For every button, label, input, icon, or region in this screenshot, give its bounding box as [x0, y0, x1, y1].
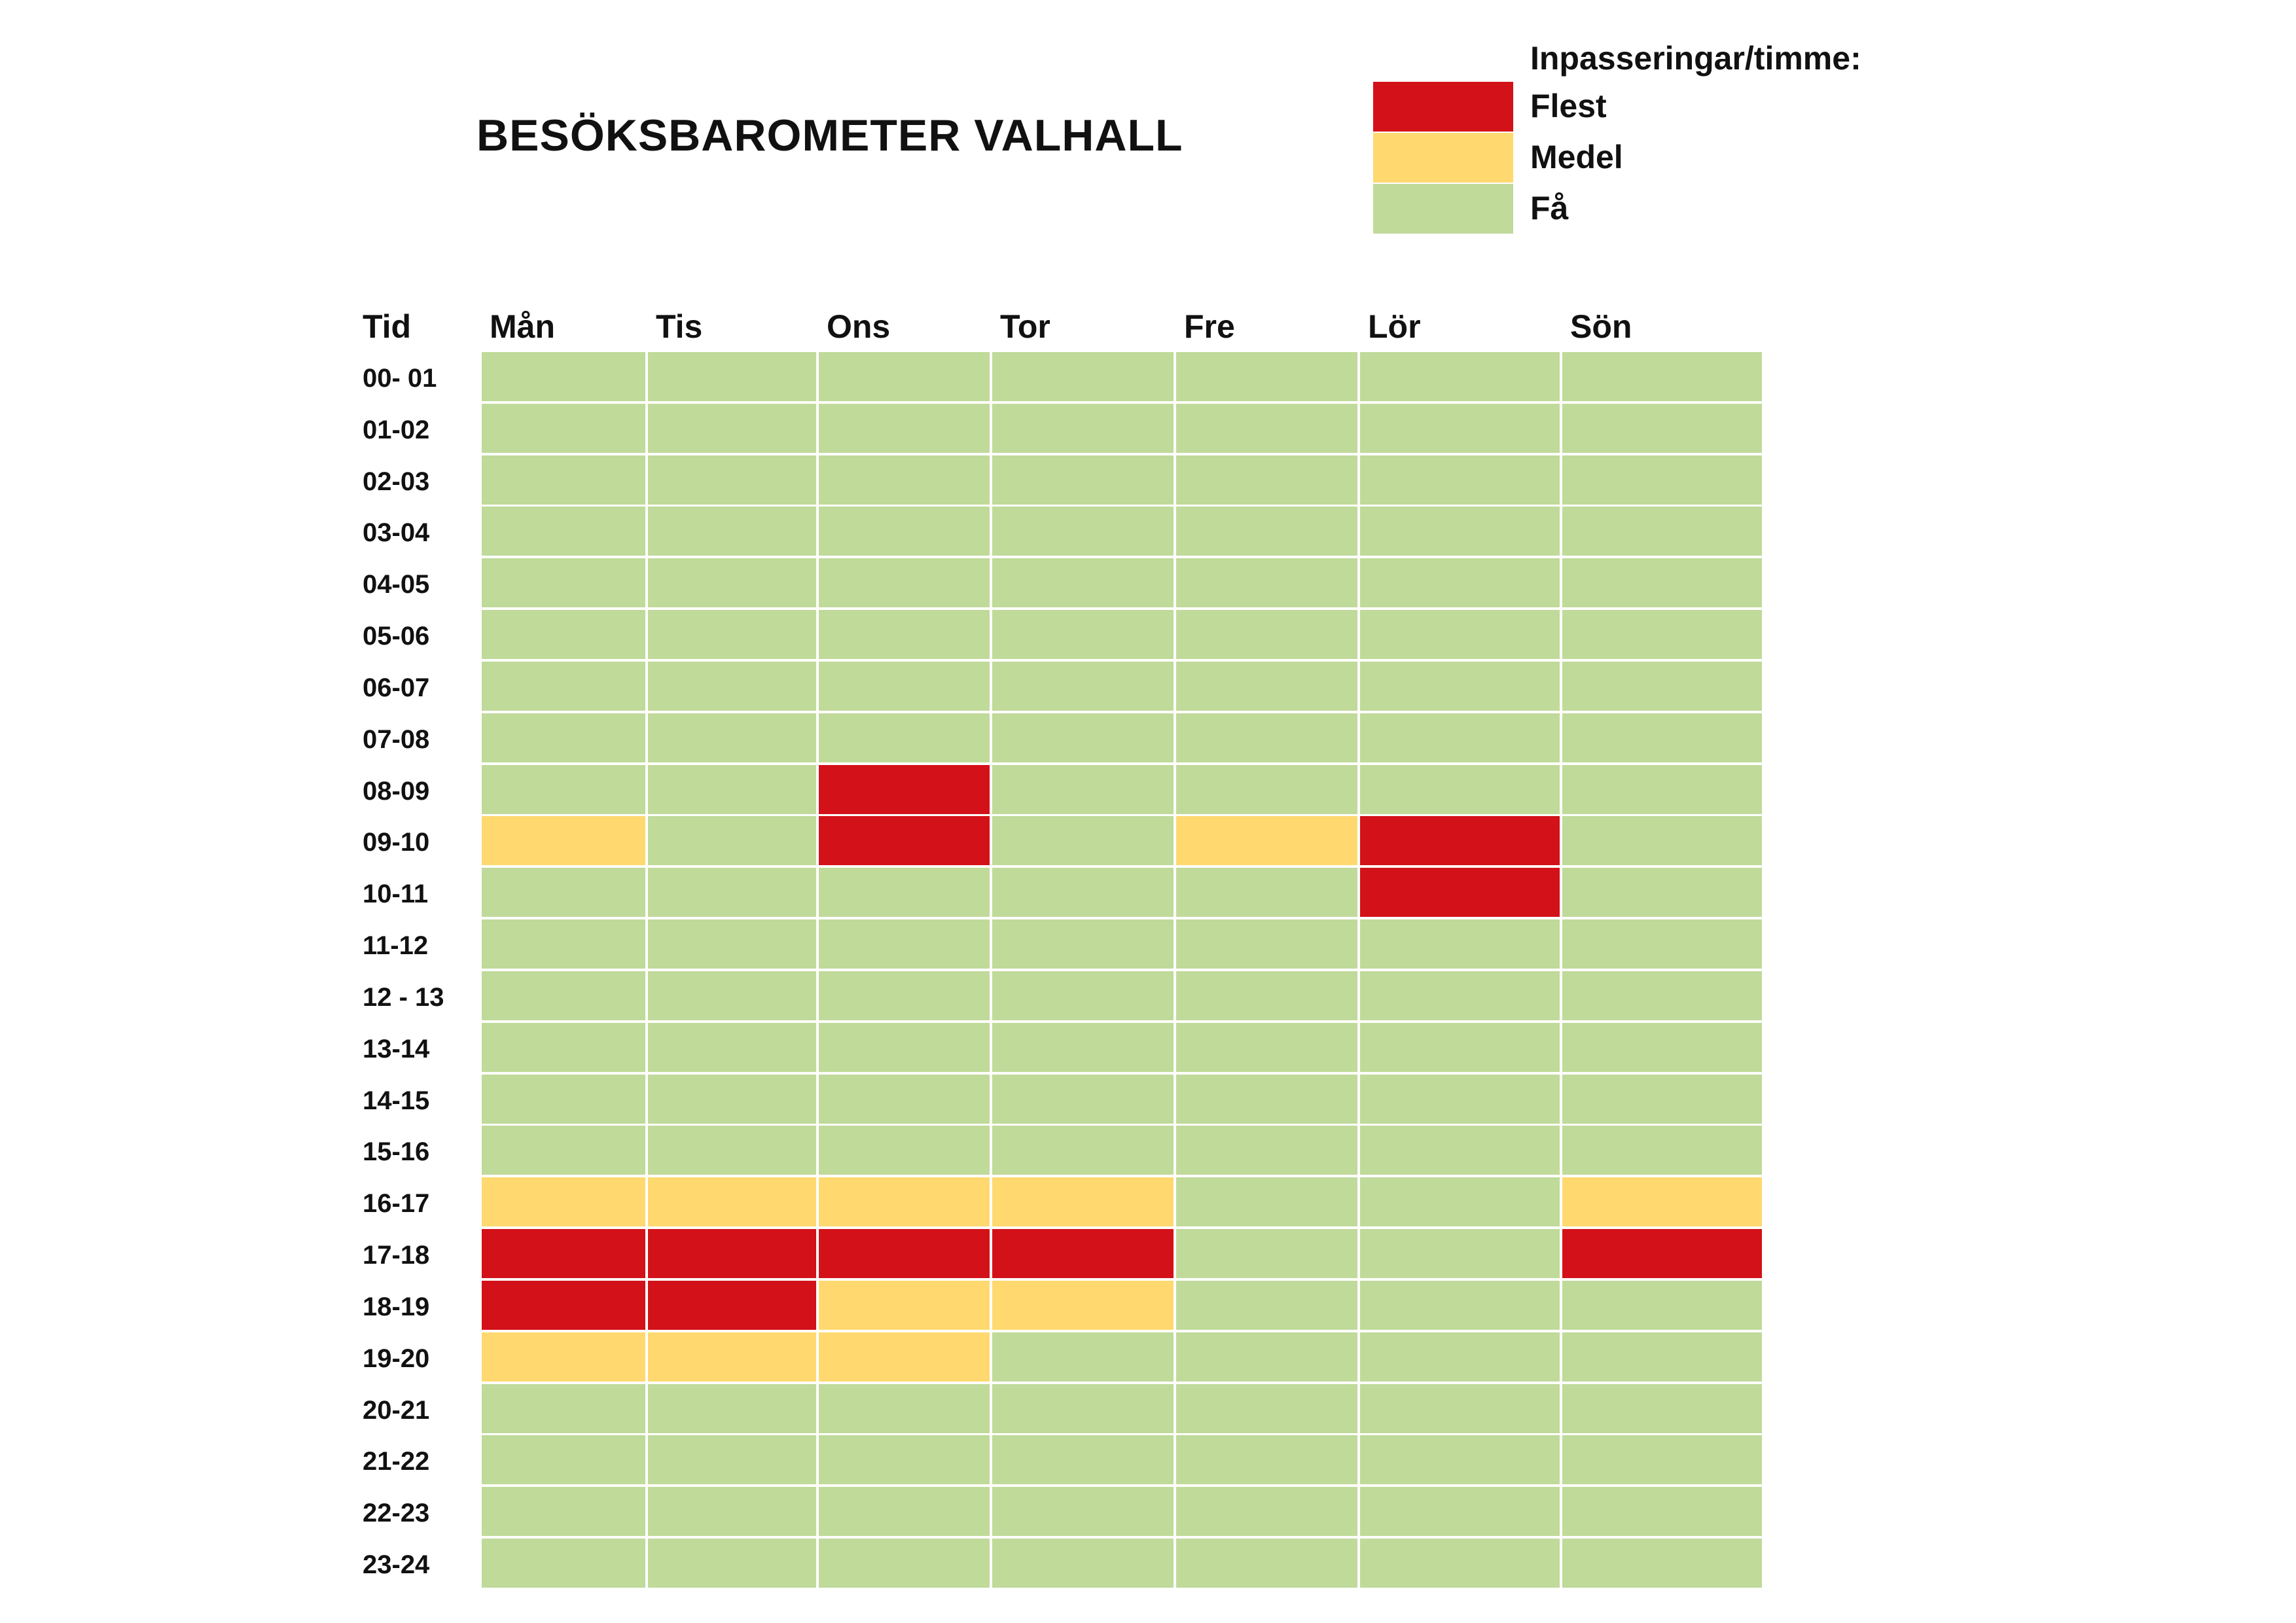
heatmap-cell-fre-15 — [1176, 1126, 1360, 1177]
heatmap-cell-lor-16 — [1360, 1177, 1562, 1229]
heatmap-cell-tis-15 — [648, 1126, 819, 1177]
time-label: 02-03 — [363, 467, 430, 496]
heatmap-cell-man-15 — [482, 1126, 648, 1177]
heatmap-cell-ons-13 — [819, 1023, 992, 1075]
heatmap-cell-fre-9 — [1176, 816, 1360, 868]
time-label: 20-21 — [363, 1395, 430, 1425]
heatmap-cell-fre-20 — [1176, 1384, 1360, 1436]
time-label: 17-18 — [363, 1241, 430, 1270]
heatmap-cell-son-9 — [1562, 816, 1765, 868]
heatmap-cell-man-11 — [482, 919, 648, 971]
heatmap-cell-tis-2 — [648, 455, 819, 507]
heatmap-cell-ons-18 — [819, 1281, 992, 1332]
heatmap-cell-fre-17 — [1176, 1229, 1360, 1281]
heatmap-cell-fre-21 — [1176, 1435, 1360, 1487]
heatmap-cell-tor-18 — [992, 1281, 1176, 1332]
heatmap-cell-fre-12 — [1176, 971, 1360, 1023]
heatmap-cell-ons-22 — [819, 1487, 992, 1539]
time-label: 06-07 — [363, 673, 430, 702]
heatmap-cell-man-20 — [482, 1384, 648, 1436]
heatmap-cell-lor-0 — [1360, 352, 1562, 404]
heatmap-cell-fre-6 — [1176, 662, 1360, 713]
heatmap-cell-son-23 — [1562, 1539, 1765, 1590]
heatmap-cell-tis-18 — [648, 1281, 819, 1332]
heatmap-cell-son-5 — [1562, 610, 1765, 662]
time-label: 16-17 — [363, 1189, 430, 1219]
heatmap-cell-son-7 — [1562, 713, 1765, 765]
heatmap-cell-son-4 — [1562, 558, 1765, 610]
legend-swatch-fa — [1373, 184, 1513, 234]
heatmap-cell-fre-23 — [1176, 1539, 1360, 1590]
heatmap-cell-tor-15 — [992, 1126, 1176, 1177]
heatmap-cell-tor-23 — [992, 1539, 1176, 1590]
time-label: 07-08 — [363, 724, 430, 754]
heatmap-cell-tis-20 — [648, 1384, 819, 1436]
heatmap-cell-lor-5 — [1360, 610, 1562, 662]
legend-swatch-medel — [1373, 133, 1513, 183]
heatmap-cell-lor-2 — [1360, 455, 1562, 507]
heatmap-cell-son-22 — [1562, 1487, 1765, 1539]
heatmap-cell-tor-0 — [992, 352, 1176, 404]
column-header-ons: Ons — [827, 308, 891, 345]
heatmap-cell-ons-4 — [819, 558, 992, 610]
column-header-fre: Fre — [1184, 308, 1235, 345]
column-header-tor: Tor — [1000, 308, 1050, 345]
heatmap-cell-son-14 — [1562, 1075, 1765, 1126]
heatmap-cell-man-23 — [482, 1539, 648, 1590]
heatmap-cell-fre-13 — [1176, 1023, 1360, 1075]
heatmap-cell-tis-23 — [648, 1539, 819, 1590]
heatmap-cell-lor-20 — [1360, 1384, 1562, 1436]
time-label: 08-09 — [363, 776, 430, 806]
heatmap-cell-tis-13 — [648, 1023, 819, 1075]
heatmap-cell-fre-16 — [1176, 1177, 1360, 1229]
time-label: 13-14 — [363, 1034, 430, 1063]
heatmap-cell-son-1 — [1562, 404, 1765, 455]
heatmap-cell-tor-1 — [992, 404, 1176, 455]
heatmap-cell-ons-0 — [819, 352, 992, 404]
heatmap-cell-fre-2 — [1176, 455, 1360, 507]
heatmap-cell-ons-15 — [819, 1126, 992, 1177]
heatmap-cell-tor-11 — [992, 919, 1176, 971]
heatmap-cell-tor-22 — [992, 1487, 1176, 1539]
heatmap-cell-tor-14 — [992, 1075, 1176, 1126]
heatmap-cell-son-13 — [1562, 1023, 1765, 1075]
heatmap-cell-tis-19 — [648, 1332, 819, 1384]
heatmap-cell-fre-5 — [1176, 610, 1360, 662]
legend-label-flest: Flest — [1530, 88, 1607, 124]
heatmap-cell-tis-22 — [648, 1487, 819, 1539]
heatmap-cell-ons-6 — [819, 662, 992, 713]
heatmap-cell-ons-19 — [819, 1332, 992, 1384]
heatmap-cell-tis-3 — [648, 507, 819, 558]
chart-title: BESÖKSBAROMETER VALHALL — [476, 111, 1183, 160]
heatmap-cell-lor-4 — [1360, 558, 1562, 610]
heatmap-cell-tis-21 — [648, 1435, 819, 1487]
heatmap-cell-fre-14 — [1176, 1075, 1360, 1126]
heatmap-cell-ons-11 — [819, 919, 992, 971]
time-label: 05-06 — [363, 622, 430, 651]
heatmap-cell-tor-5 — [992, 610, 1176, 662]
heatmap-cell-tor-2 — [992, 455, 1176, 507]
heatmap-cell-ons-10 — [819, 868, 992, 919]
heatmap-cell-fre-7 — [1176, 713, 1360, 765]
heatmap-cell-lor-11 — [1360, 919, 1562, 971]
heatmap-cell-lor-7 — [1360, 713, 1562, 765]
heatmap-cell-fre-18 — [1176, 1281, 1360, 1332]
time-label: 04-05 — [363, 570, 430, 599]
heatmap-cell-lor-6 — [1360, 662, 1562, 713]
heatmap-cell-fre-1 — [1176, 404, 1360, 455]
heatmap-cell-ons-21 — [819, 1435, 992, 1487]
heatmap-cell-son-6 — [1562, 662, 1765, 713]
time-label: 18-19 — [363, 1292, 430, 1321]
heatmap-cell-lor-13 — [1360, 1023, 1562, 1075]
heatmap-cell-lor-22 — [1360, 1487, 1562, 1539]
heatmap-cell-son-11 — [1562, 919, 1765, 971]
heatmap-cell-man-3 — [482, 507, 648, 558]
heatmap-cell-lor-12 — [1360, 971, 1562, 1023]
heatmap-cell-tor-3 — [992, 507, 1176, 558]
heatmap-cell-lor-21 — [1360, 1435, 1562, 1487]
column-header-son: Sön — [1570, 308, 1632, 345]
heatmap-cell-man-22 — [482, 1487, 648, 1539]
heatmap-cell-ons-17 — [819, 1229, 992, 1281]
heatmap-cell-lor-18 — [1360, 1281, 1562, 1332]
time-label: 01-02 — [363, 415, 430, 444]
heatmap-cell-son-18 — [1562, 1281, 1765, 1332]
heatmap-cell-ons-16 — [819, 1177, 992, 1229]
heatmap-cell-fre-22 — [1176, 1487, 1360, 1539]
heatmap-cell-son-15 — [1562, 1126, 1765, 1177]
heatmap-cell-fre-19 — [1176, 1332, 1360, 1384]
heatmap-cell-tis-0 — [648, 352, 819, 404]
heatmap-cell-son-21 — [1562, 1435, 1765, 1487]
heatmap-cell-son-17 — [1562, 1229, 1765, 1281]
row-header-label: Tid — [363, 308, 412, 345]
heatmap-cell-ons-7 — [819, 713, 992, 765]
heatmap-cell-man-0 — [482, 352, 648, 404]
heatmap-cell-fre-8 — [1176, 765, 1360, 817]
heatmap-cell-son-0 — [1562, 352, 1765, 404]
heatmap-cell-fre-3 — [1176, 507, 1360, 558]
heatmap-cell-son-8 — [1562, 765, 1765, 817]
heatmap-cell-man-7 — [482, 713, 648, 765]
time-label: 15-16 — [363, 1137, 430, 1167]
heatmap-cell-son-20 — [1562, 1384, 1765, 1436]
heatmap-cell-tor-9 — [992, 816, 1176, 868]
heatmap-cell-son-3 — [1562, 507, 1765, 558]
heatmap-cell-tis-10 — [648, 868, 819, 919]
heatmap-cell-tor-7 — [992, 713, 1176, 765]
heatmap-cell-man-14 — [482, 1075, 648, 1126]
heatmap-cell-man-12 — [482, 971, 648, 1023]
time-label: 11-12 — [363, 931, 429, 961]
heatmap-cell-man-16 — [482, 1177, 648, 1229]
heatmap-cell-man-21 — [482, 1435, 648, 1487]
heatmap-cell-son-10 — [1562, 868, 1765, 919]
heatmap-cell-ons-14 — [819, 1075, 992, 1126]
heatmap-cell-lor-17 — [1360, 1229, 1562, 1281]
heatmap-cell-man-6 — [482, 662, 648, 713]
heatmap-cell-tis-14 — [648, 1075, 819, 1126]
legend-title: Inpasseringar/timme: — [1530, 40, 1861, 77]
heatmap-cell-man-19 — [482, 1332, 648, 1384]
heatmap-cell-tor-19 — [992, 1332, 1176, 1384]
heatmap-cell-tis-16 — [648, 1177, 819, 1229]
heatmap-cell-tis-12 — [648, 971, 819, 1023]
heatmap-cell-man-4 — [482, 558, 648, 610]
heatmap-cell-man-1 — [482, 404, 648, 455]
heatmap-cell-tis-7 — [648, 713, 819, 765]
time-label: 03-04 — [363, 518, 430, 548]
time-label: 22-23 — [363, 1499, 430, 1528]
heatmap-cell-son-19 — [1562, 1332, 1765, 1384]
heatmap-cell-tor-16 — [992, 1177, 1176, 1229]
heatmap-cell-tor-17 — [992, 1229, 1176, 1281]
heatmap-cell-lor-8 — [1360, 765, 1562, 817]
heatmap-cell-tor-10 — [992, 868, 1176, 919]
legend-label-medel: Medel — [1530, 139, 1623, 175]
heatmap-cell-son-12 — [1562, 971, 1765, 1023]
heatmap-cell-tis-8 — [648, 765, 819, 817]
heatmap-cell-ons-20 — [819, 1384, 992, 1436]
heatmap-cell-man-18 — [482, 1281, 648, 1332]
heatmap-cell-fre-4 — [1176, 558, 1360, 610]
legend-label-fa: Få — [1530, 190, 1569, 226]
heatmap-cell-man-9 — [482, 816, 648, 868]
heatmap-cell-ons-9 — [819, 816, 992, 868]
heatmap-cell-man-10 — [482, 868, 648, 919]
heatmap-cell-son-16 — [1562, 1177, 1765, 1229]
heatmap-cell-son-2 — [1562, 455, 1765, 507]
heatmap-cell-fre-10 — [1176, 868, 1360, 919]
heatmap-cell-tis-5 — [648, 610, 819, 662]
heatmap-cell-tis-11 — [648, 919, 819, 971]
heatmap-cell-ons-1 — [819, 404, 992, 455]
column-header-lor: Lör — [1368, 308, 1421, 345]
heatmap-cell-lor-23 — [1360, 1539, 1562, 1590]
heatmap-cell-tis-9 — [648, 816, 819, 868]
heatmap-cell-man-5 — [482, 610, 648, 662]
time-label: 21-22 — [363, 1447, 430, 1476]
heatmap-cell-tor-6 — [992, 662, 1176, 713]
heatmap-cell-tis-4 — [648, 558, 819, 610]
heatmap-cell-fre-0 — [1176, 352, 1360, 404]
heatmap-cell-ons-12 — [819, 971, 992, 1023]
time-label: 23-24 — [363, 1550, 430, 1580]
heatmap-cell-tor-8 — [992, 765, 1176, 817]
heatmap-cell-tis-6 — [648, 662, 819, 713]
time-label: 00- 01 — [363, 364, 437, 393]
time-label: 14-15 — [363, 1086, 430, 1115]
heatmap-cell-lor-9 — [1360, 816, 1562, 868]
time-label: 12 - 13 — [363, 982, 444, 1012]
heatmap-cell-lor-19 — [1360, 1332, 1562, 1384]
legend-swatch-flest — [1373, 82, 1513, 132]
heatmap-cell-man-13 — [482, 1023, 648, 1075]
heatmap-cell-ons-23 — [819, 1539, 992, 1590]
heatmap-cell-tis-1 — [648, 404, 819, 455]
column-header-man: Mån — [490, 308, 555, 345]
heatmap-cell-tor-13 — [992, 1023, 1176, 1075]
heatmap-cell-ons-8 — [819, 765, 992, 817]
heatmap-cell-lor-10 — [1360, 868, 1562, 919]
column-header-tis: Tis — [656, 308, 703, 345]
time-label: 10-11 — [363, 880, 429, 909]
heatmap-cell-fre-11 — [1176, 919, 1360, 971]
heatmap-cell-man-17 — [482, 1229, 648, 1281]
heatmap-cell-lor-3 — [1360, 507, 1562, 558]
heatmap-cell-tor-20 — [992, 1384, 1176, 1436]
heatmap-cell-ons-3 — [819, 507, 992, 558]
heatmap-cell-tis-17 — [648, 1229, 819, 1281]
time-label: 09-10 — [363, 828, 430, 857]
heatmap-cell-tor-21 — [992, 1435, 1176, 1487]
heatmap-cell-tor-4 — [992, 558, 1176, 610]
heatmap-cell-ons-5 — [819, 610, 992, 662]
heatmap-cell-ons-2 — [819, 455, 992, 507]
heatmap-cell-man-8 — [482, 765, 648, 817]
heatmap-cell-man-2 — [482, 455, 648, 507]
heatmap-cell-tor-12 — [992, 971, 1176, 1023]
heatmap-cell-lor-15 — [1360, 1126, 1562, 1177]
time-label: 19-20 — [363, 1344, 430, 1373]
heatmap-cell-lor-14 — [1360, 1075, 1562, 1126]
heatmap-cell-lor-1 — [1360, 404, 1562, 455]
